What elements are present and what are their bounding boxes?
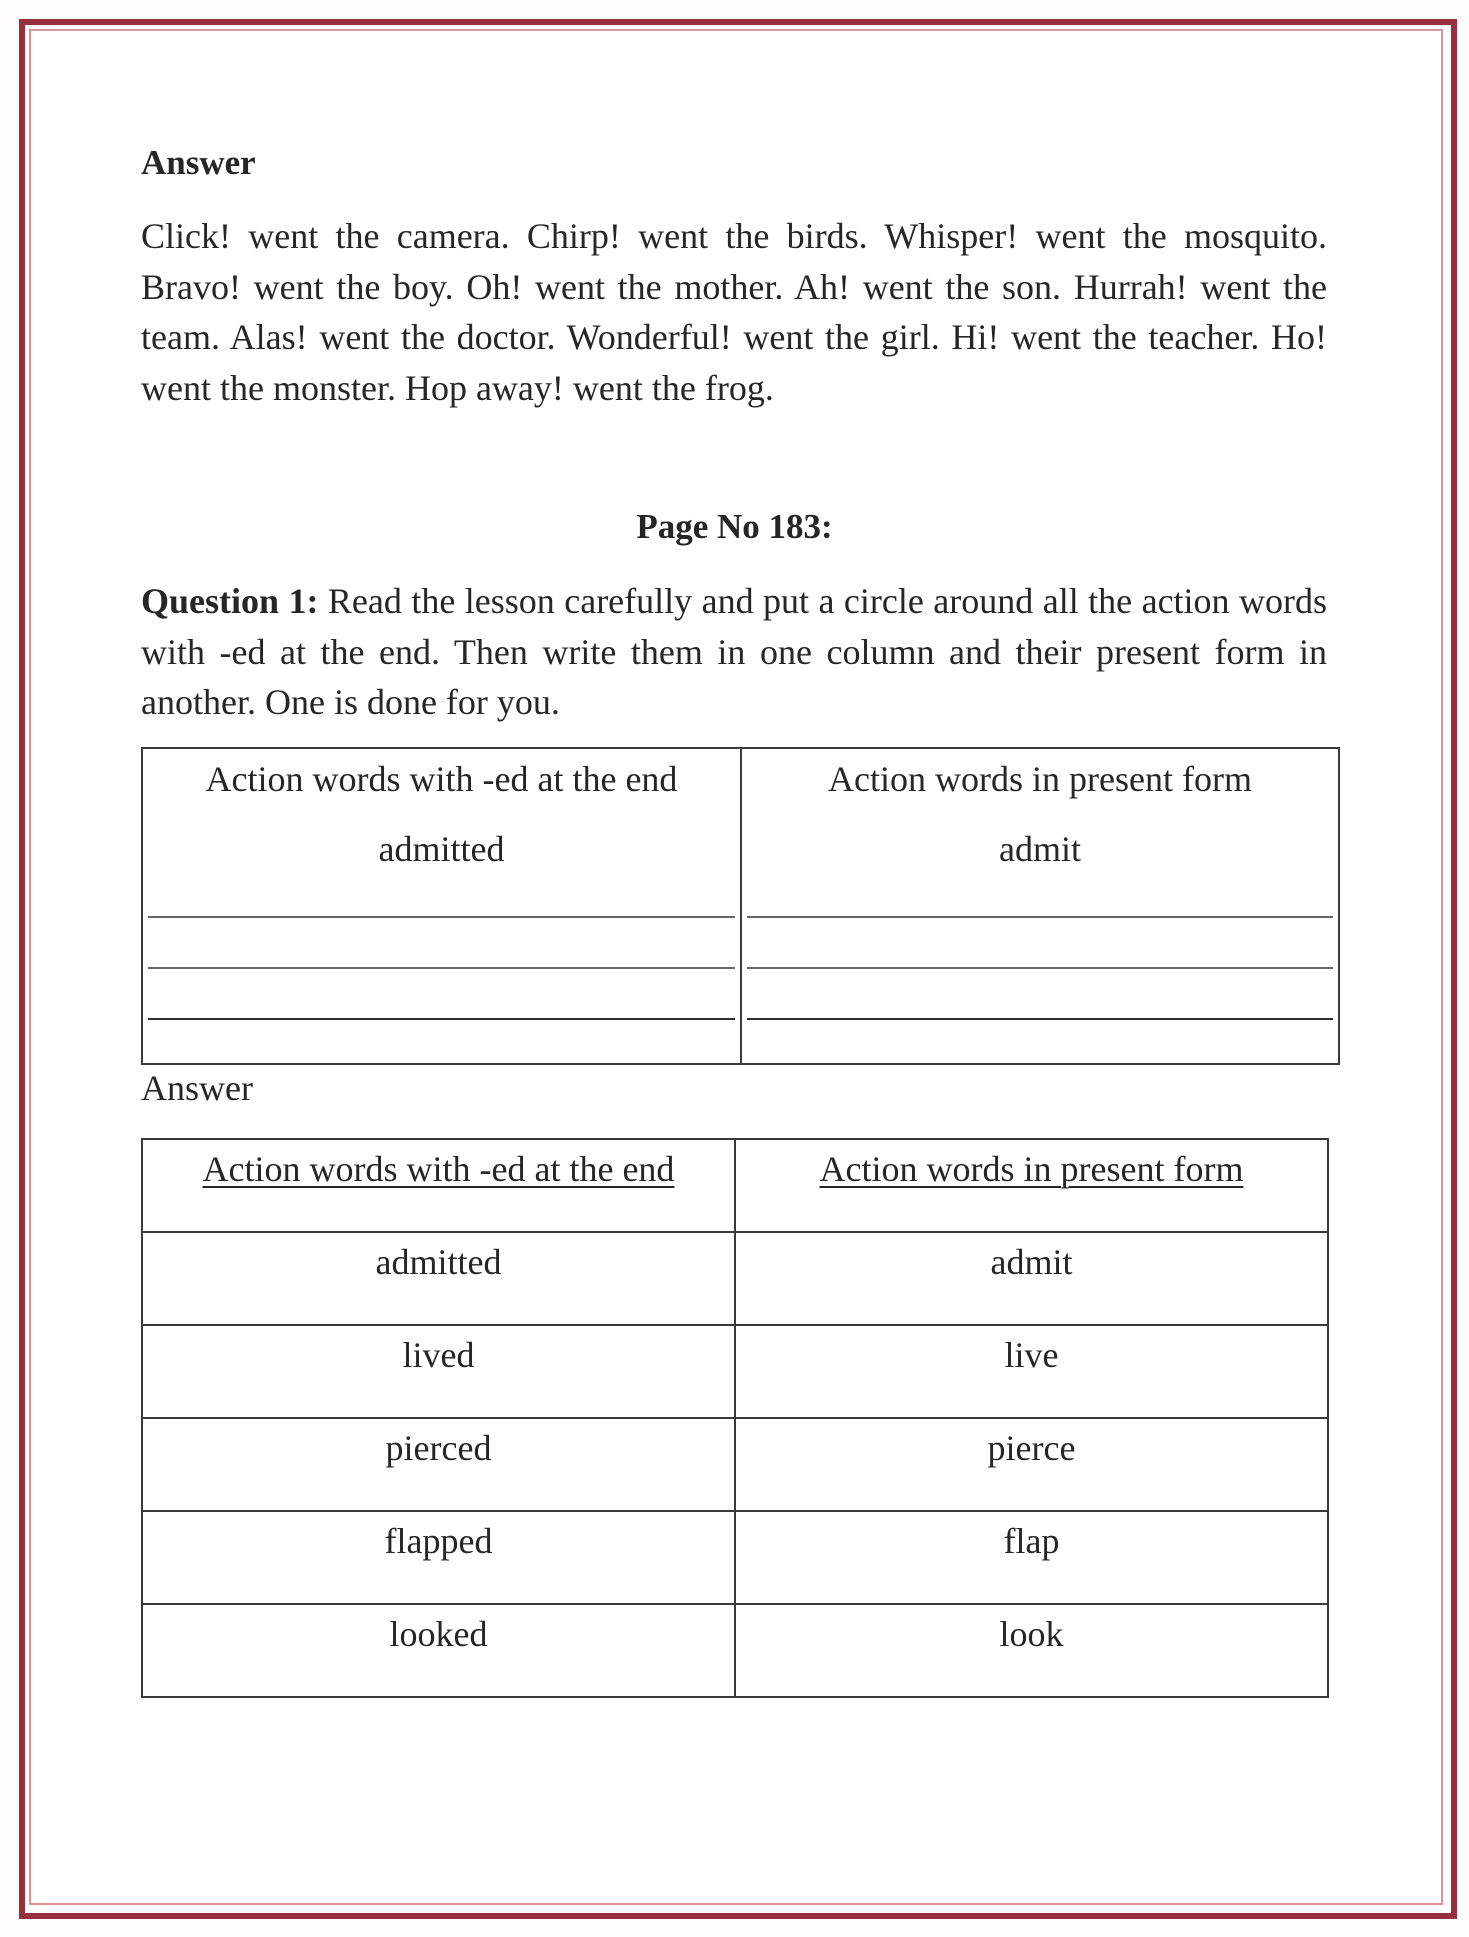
exercise-col-present [742, 749, 1338, 1063]
blank-line[interactable] [747, 1018, 1333, 1020]
answer-table [141, 1138, 1329, 1698]
exercise-table [141, 747, 1340, 1065]
exercise-col-past [143, 749, 740, 1063]
exercise-header-present: Action words in present form [828, 759, 1252, 799]
present-form-cell: flap [735, 1511, 1328, 1604]
table-row [142, 1325, 1328, 1418]
table-row [142, 1232, 1328, 1325]
past-form-cell: admitted [142, 1232, 735, 1325]
blank-line[interactable] [148, 967, 735, 969]
past-form-cell: flapped [142, 1511, 735, 1604]
past-form-cell: looked [142, 1604, 735, 1697]
header-cell: Action words in present form [735, 1139, 1328, 1232]
blank-line[interactable] [148, 916, 735, 918]
table-row [142, 1511, 1328, 1604]
answer-label: Answer [141, 1068, 253, 1108]
past-form-cell: lived [142, 1325, 735, 1418]
present-form-cell: pierce [735, 1418, 1328, 1511]
blank-line[interactable] [148, 1018, 735, 1020]
blank-line[interactable] [747, 967, 1333, 969]
table-header-row [142, 1139, 1328, 1232]
question-label: Question 1: [141, 581, 319, 621]
answer-paragraph: Click! went the camera. Chirp! went the birds. Whisper! went the mosquito. Bravo! went the boy. Oh! went the mother. Ah! went the son. Hurrah! went the team. Alas! went the doctor. Wonderful! went the girl. Hi! went the teacher. Ho! went the monster. Hop away! went the frog. [141, 216, 1327, 408]
present-form-cell: look [735, 1604, 1328, 1697]
page-number-heading: Page No 183: [636, 507, 833, 546]
answer-heading: Answer [141, 143, 256, 182]
present-form-cell: live [735, 1325, 1328, 1418]
exercise-header-past: Action words with -ed at the end [205, 759, 678, 799]
exercise-example-present: admit [999, 829, 1081, 869]
present-form-cell: admit [735, 1232, 1328, 1325]
header-cell: Action words with -ed at the end [142, 1139, 735, 1232]
exercise-example-past: admitted [378, 829, 505, 869]
question-text: Read the lesson carefully and put a circle around all the action words with -ed at the end. Then write them in one column and their present form in another. One is done for you. [141, 581, 1327, 722]
question-1 [141, 576, 1327, 728]
table-row [142, 1604, 1328, 1697]
past-form-cell: pierced [142, 1418, 735, 1511]
blank-line[interactable] [747, 916, 1333, 918]
table-row [142, 1418, 1328, 1511]
